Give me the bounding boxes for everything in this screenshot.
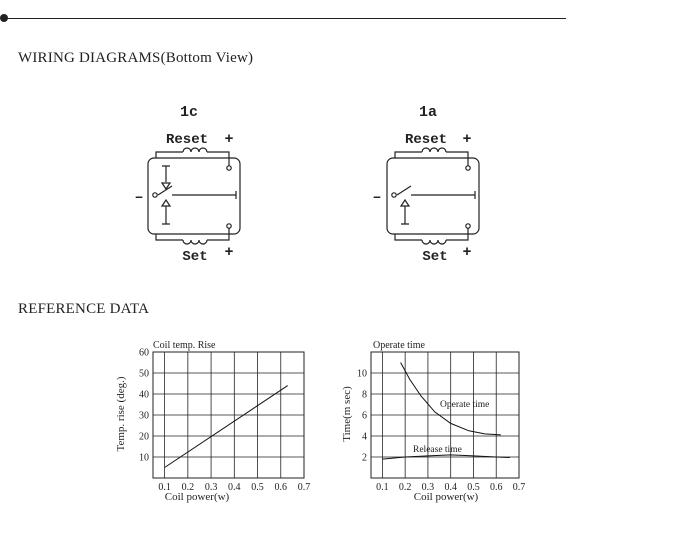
x-tick-label: 0.2 xyxy=(181,482,195,493)
common-terminal-icon xyxy=(392,193,396,197)
wiring-diagrams-heading: WIRING DIAGRAMS(Bottom View) xyxy=(18,50,254,66)
x-tick-label: 0.5 xyxy=(251,482,264,493)
reset-coil-icon xyxy=(183,148,207,152)
diagram-title: 1a xyxy=(418,104,438,121)
x-tick-label: 0.4 xyxy=(228,482,241,493)
reset-label: Reset xyxy=(165,132,209,148)
x-tick-label: 0.3 xyxy=(421,482,435,493)
reset-plus-label: + xyxy=(462,131,472,148)
set-plus-label: + xyxy=(224,244,234,261)
set-label: Set xyxy=(422,249,448,265)
x-axis-label: Coil power(w) xyxy=(413,491,479,503)
operate-time-chart xyxy=(341,340,525,503)
reset-label: Reset xyxy=(404,132,448,148)
reset-coil-lead xyxy=(156,152,229,166)
x-tick-label: 0.6 xyxy=(274,482,288,493)
y-tick-label: 20 xyxy=(139,431,149,443)
set-coil-icon xyxy=(422,240,446,244)
reference-data-heading: REFERENCE DATA xyxy=(18,301,150,317)
x-tick-label: 0.7 xyxy=(512,482,526,493)
set-plus-label: + xyxy=(462,244,472,261)
x-tick-label: 0.1 xyxy=(158,482,171,493)
series-line-0 xyxy=(165,386,288,468)
series-label-operate: Operate time xyxy=(440,400,490,410)
chart-grid xyxy=(153,352,304,478)
reset-plus-label: + xyxy=(224,131,234,148)
contact-arrow-icon xyxy=(162,183,170,206)
armature-icon xyxy=(158,186,236,199)
y-axis-label: Temp. rise (deg.) xyxy=(115,376,127,452)
contact-icon xyxy=(401,206,409,224)
contact-arrow-icon xyxy=(401,200,409,206)
y-tick-label: 4 xyxy=(362,431,367,443)
common-terminal-icon xyxy=(153,193,157,197)
x-axis-label: Coil power(w) xyxy=(164,491,230,503)
y-tick-label: 10 xyxy=(139,452,149,464)
terminal-icon xyxy=(227,166,231,170)
y-tick-label: 2 xyxy=(362,452,367,464)
chart-series xyxy=(165,386,288,468)
chart-title: Coil temp. Rise xyxy=(153,340,216,351)
set-coil-icon xyxy=(183,240,207,244)
y-tick-label: 40 xyxy=(139,389,149,401)
x-tick-label: 0.4 xyxy=(444,482,457,493)
y-tick-label: 8 xyxy=(362,389,367,401)
terminal-icon xyxy=(466,166,470,170)
y-tick-label: 50 xyxy=(139,368,149,380)
y-tick-label: 30 xyxy=(139,410,149,422)
terminal-icon xyxy=(227,224,231,228)
y-tick-label: 10 xyxy=(357,368,367,380)
y-axis-label: Time(m sec) xyxy=(341,386,353,442)
minus-label: – xyxy=(134,189,144,206)
minus-label: – xyxy=(372,189,382,206)
reset-coil-icon xyxy=(422,148,446,152)
armature-icon xyxy=(397,186,475,199)
x-tick-label: 0.5 xyxy=(467,482,480,493)
y-tick-label: 6 xyxy=(362,410,367,422)
terminal-icon xyxy=(466,224,470,228)
x-tick-label: 0.2 xyxy=(398,482,412,493)
x-tick-label: 0.1 xyxy=(376,482,389,493)
diagram-title: 1c xyxy=(179,104,199,121)
reset-coil-lead xyxy=(395,152,468,166)
relay-body xyxy=(148,158,240,234)
coil-temp-rise-chart xyxy=(115,340,310,503)
x-tick-label: 0.7 xyxy=(297,482,311,493)
series-label-release: Release time xyxy=(413,445,462,455)
set-label: Set xyxy=(182,249,208,265)
relay-body xyxy=(387,158,479,234)
x-tick-label: 0.6 xyxy=(489,482,503,493)
contact-icon xyxy=(162,166,170,224)
y-tick-label: 60 xyxy=(139,347,149,359)
wiring-diagram-1a xyxy=(372,104,479,265)
chart-title: Operate time xyxy=(373,340,425,351)
chart-grid xyxy=(371,352,519,478)
x-tick-label: 0.3 xyxy=(204,482,218,493)
wiring-diagram-1c xyxy=(134,104,240,265)
